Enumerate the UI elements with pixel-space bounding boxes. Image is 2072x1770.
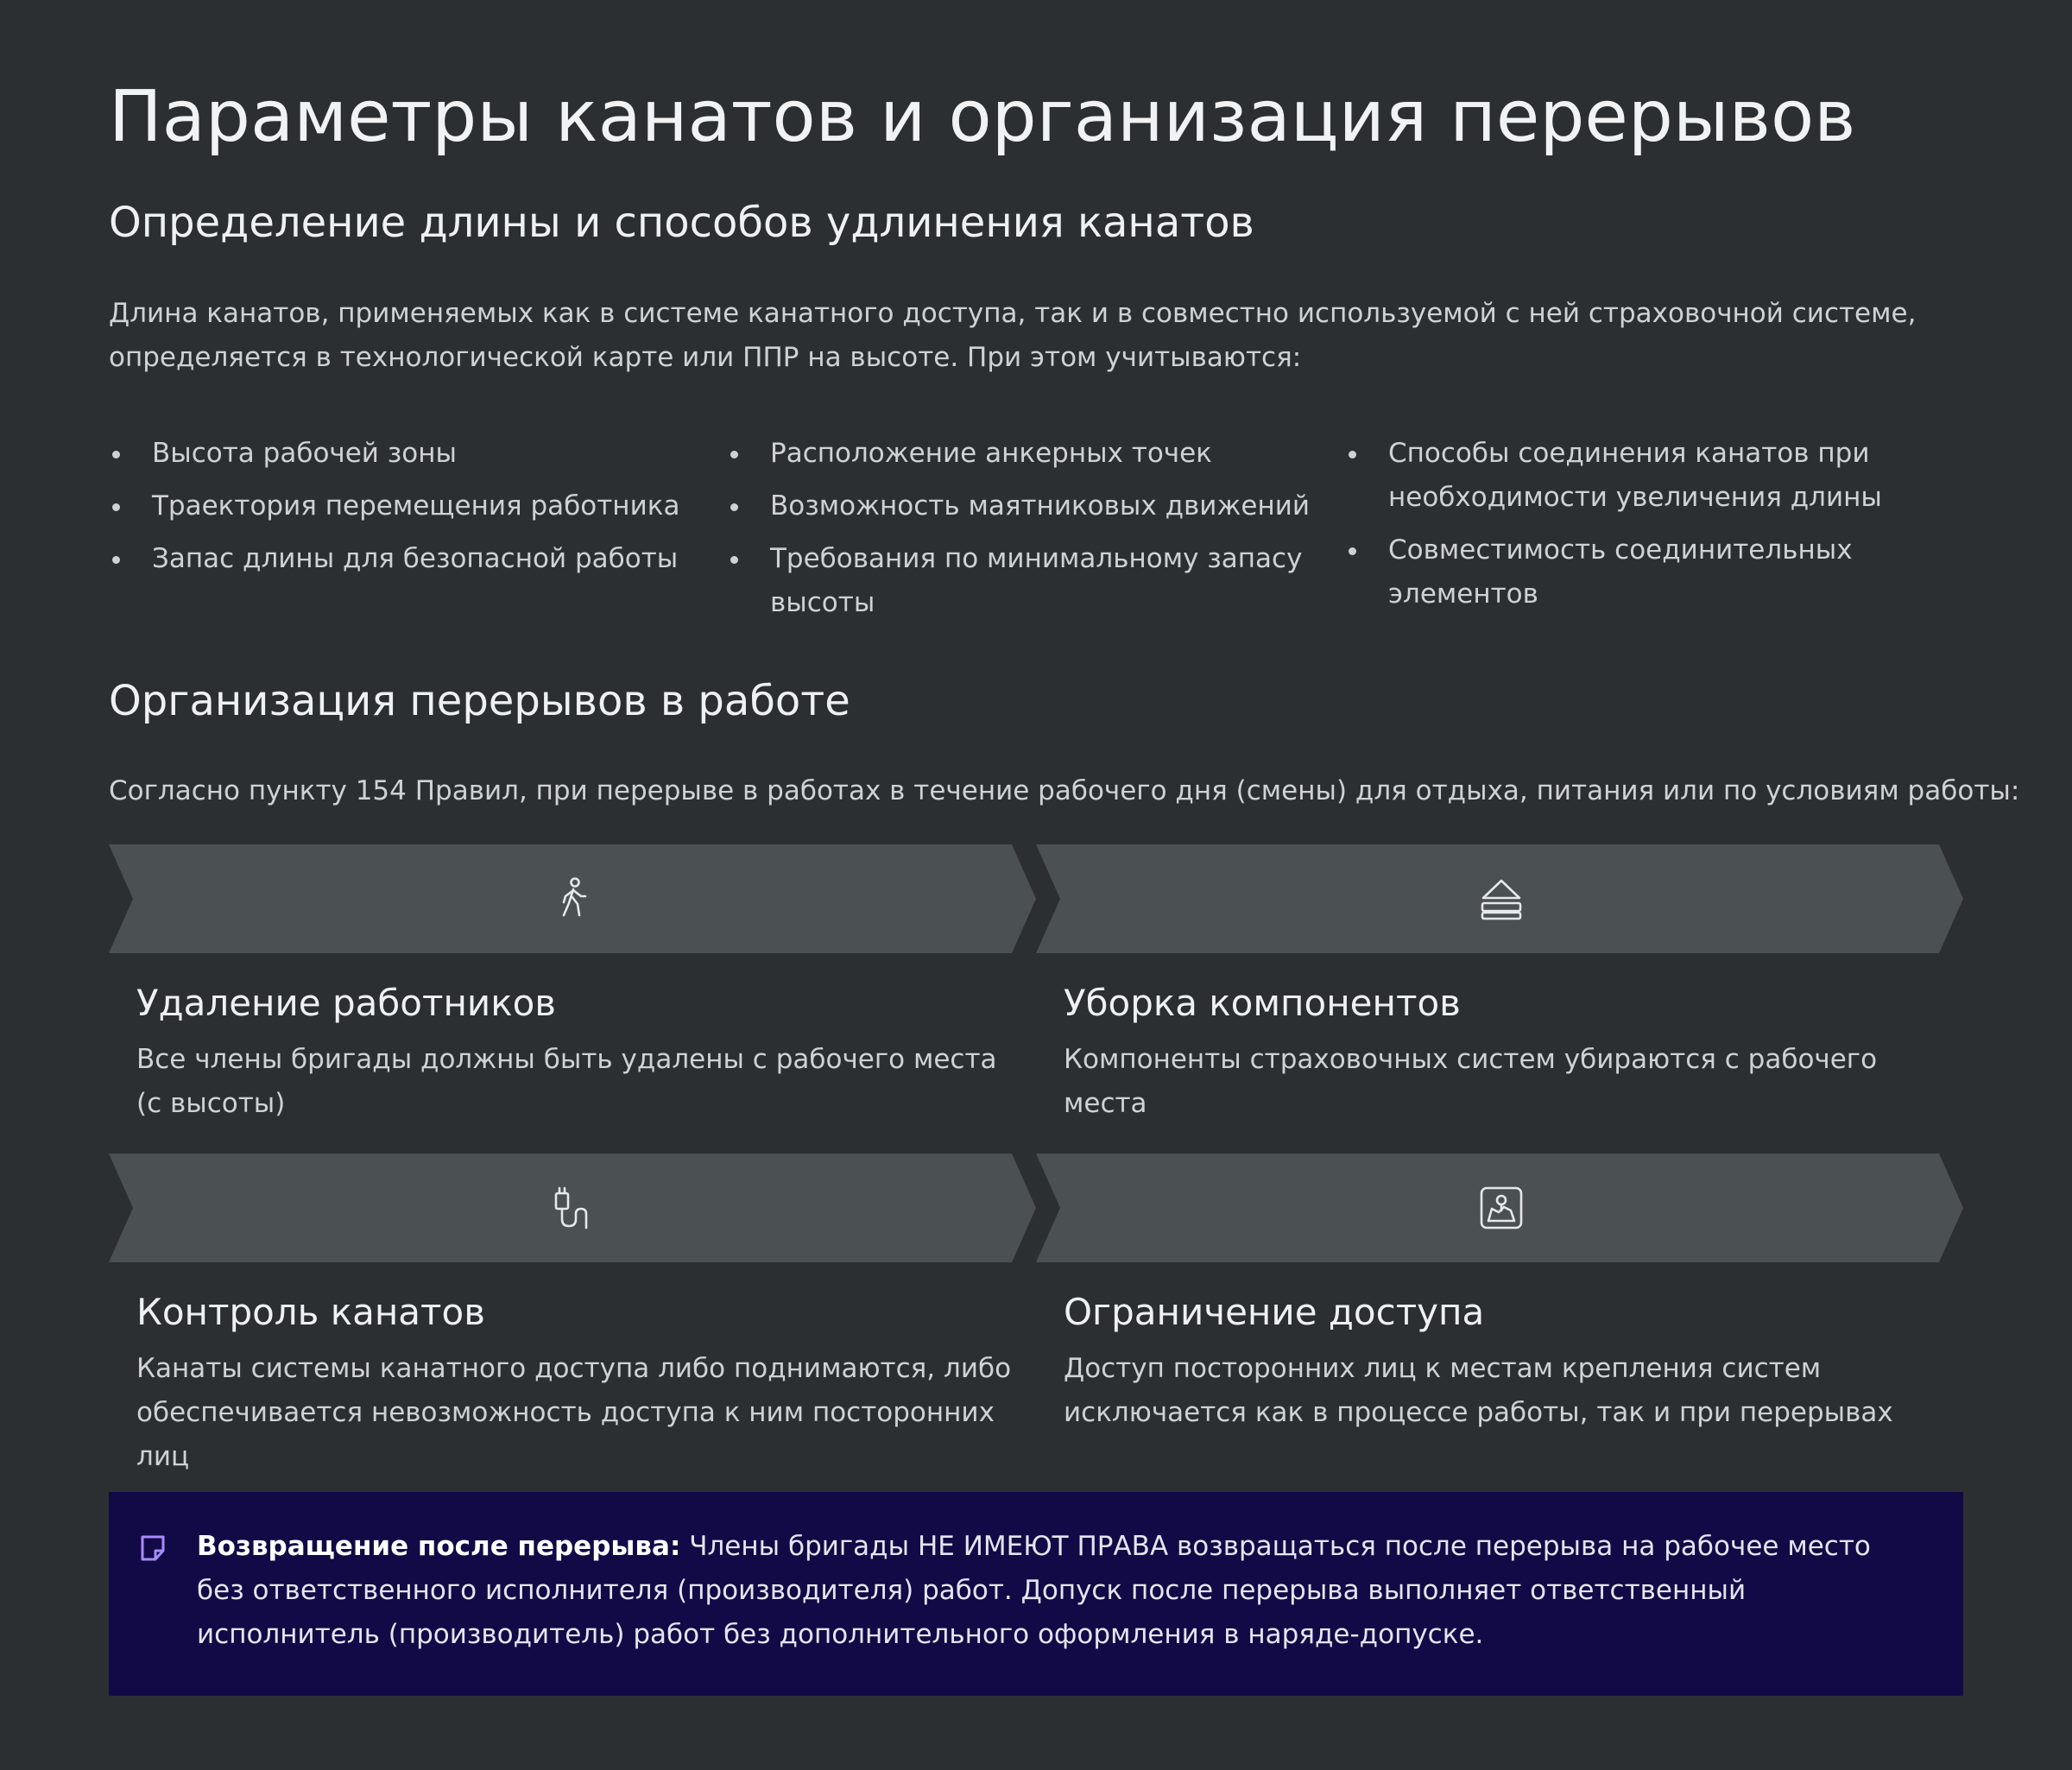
factors-column-1: [109, 432, 727, 634]
step-chevron: [1036, 1154, 1963, 1262]
step-remove-workers: [109, 844, 1036, 1126]
step-chevron: [1036, 844, 1963, 953]
note-body: Члены бригады НЕ ИМЕЮТ ПРАВА возвращаться после перерыва на рабочее место без ответственного исполнителя (производителя) работ. Допуск после перерыва выполняет ответственный исполнитель (производитель) работ без дополнительного оформления в наряде-допуске.: [197, 1531, 1871, 1650]
step-chevron: [109, 1154, 1036, 1262]
section-heading-breaks: Организация перерывов в работе: [109, 677, 850, 725]
step-description: Канаты системы канатного доступа либо поднимаются, либо обеспечивается невозможность доступа к ним посторонних лиц: [136, 1353, 1012, 1472]
list-item: Возможность маятниковых движений: [727, 484, 1345, 528]
break-steps: [109, 844, 1963, 1472]
restricted-map-icon: [1478, 1185, 1525, 1231]
list-item: Требования по минимальному запасу высоты: [727, 537, 1345, 625]
step-title: Контроль канатов: [136, 1291, 485, 1333]
step-control-ropes: [109, 1154, 1036, 1479]
factors-column-2: [727, 432, 1345, 634]
note-text: [197, 1525, 1924, 1657]
note-label: Возвращение после перерыва:: [197, 1531, 681, 1562]
eject-icon: [1478, 876, 1525, 922]
step-title: Ограничение доступа: [1064, 1291, 1485, 1333]
factors-list: [109, 432, 1963, 634]
walking-person-icon: [551, 876, 597, 922]
step-restrict-access: [1036, 1154, 1963, 1435]
page-title: Параметры канатов и организация перерывов: [109, 76, 1856, 158]
list-item: Совместимость соединительных элементов: [1345, 528, 1963, 616]
note-callout: [109, 1492, 1963, 1696]
step-remove-components: [1036, 844, 1963, 1126]
step-title: Уборка компонентов: [1064, 982, 1461, 1024]
list-item: Расположение анкерных точек: [727, 432, 1345, 476]
step-chevron: [109, 844, 1036, 953]
step-description: Все члены бригады должны быть удалены с рабочего места (с высоты): [136, 1044, 997, 1119]
sticky-note-icon: [138, 1533, 167, 1563]
list-item: Способы соединения канатов при необходимости увеличения длины: [1345, 432, 1963, 520]
step-description: Компоненты страховочных систем убираются с рабочего места: [1064, 1044, 1878, 1119]
section-heading-rope-length: Определение длины и способов удлинения канатов: [109, 199, 1254, 247]
step-description: Доступ посторонних лиц к местам крепления систем исключается как в процессе работы, так и при перерывах: [1064, 1353, 1893, 1428]
section-intro-rope-length: Длина канатов, применяемых как в системе канатного доступа, так и в совместно используемой с ней страховочной системе, определяется в технологической карте или ППР на высоте. При этом учитываются:: [109, 298, 1917, 373]
list-item: Высота рабочей зоны: [109, 432, 727, 476]
section-intro-breaks: Согласно пункту 154 Правил, при перерыве в работах в течение рабочего дня (смены) для отдыха, питания или по условиям работы:: [109, 775, 2020, 806]
list-item: Траектория перемещения работника: [109, 484, 727, 528]
step-title: Удаление работников: [136, 982, 557, 1024]
factors-column-3: [1345, 432, 1963, 634]
list-item: Запас длины для безопасной работы: [109, 537, 727, 581]
cable-plug-icon: [551, 1185, 597, 1231]
